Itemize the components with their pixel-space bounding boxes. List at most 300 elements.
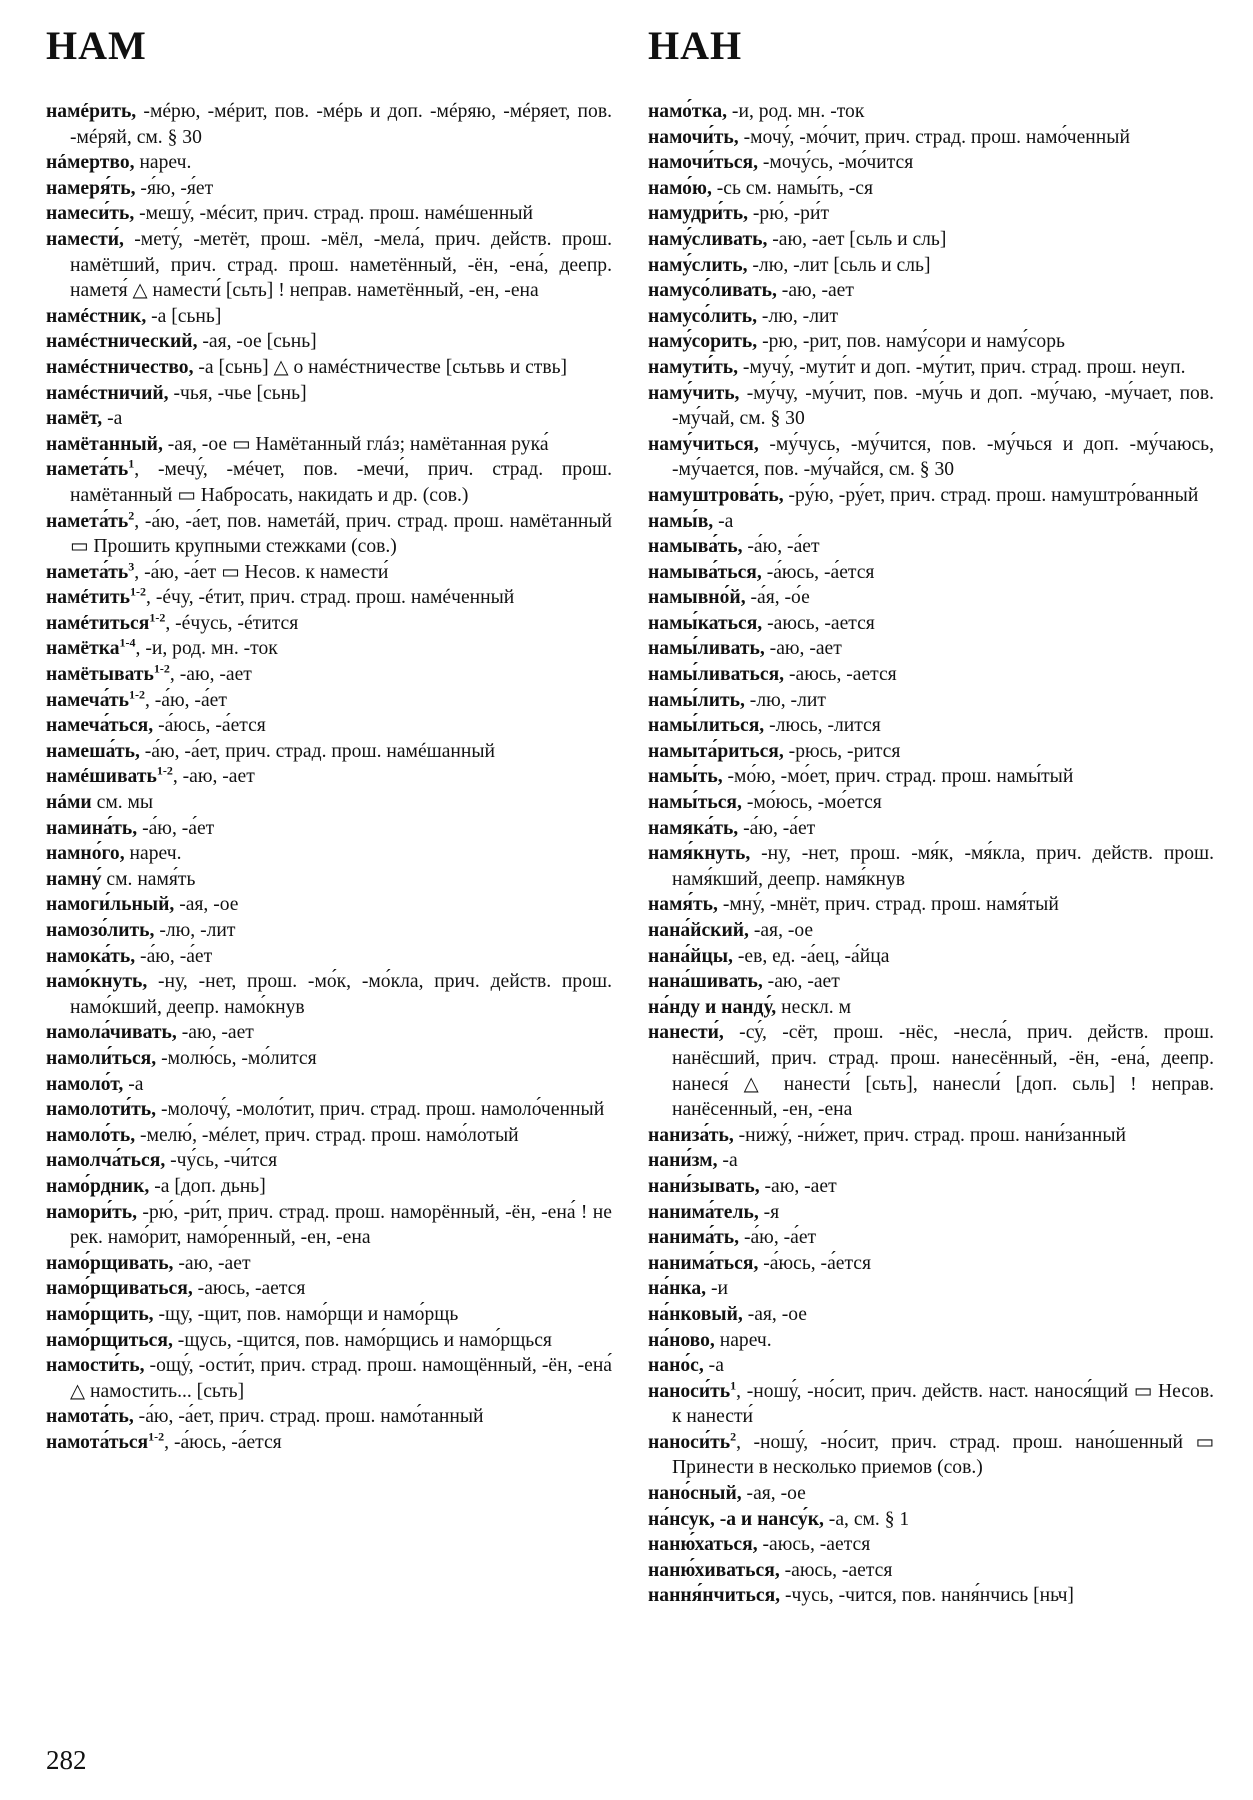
entry-headword: намеча́ться,	[46, 715, 154, 737]
entry-grammar: -мéрю, -мéрит, пов. -мéрь и доп. -мéряю, -мéряет, пов. -мéряй, см. § 30	[70, 101, 612, 148]
dictionary-entry	[46, 1020, 612, 1046]
dictionary-entry	[46, 918, 612, 944]
entry-headword: нано́сный,	[648, 1483, 742, 1505]
entry-headword: $намета́ть^2$	[46, 507, 135, 532]
dictionary-entry	[648, 125, 1214, 151]
dictionary-entry	[46, 1174, 612, 1200]
entry-headword: намоли́ться,	[46, 1047, 157, 1069]
entry-headword: намо́рдник,	[46, 1175, 150, 1197]
dictionary-entry	[648, 1148, 1214, 1174]
dictionary-entry	[648, 1507, 1214, 1533]
entry-grammar: нареч.	[714, 1329, 772, 1351]
entry-grammar: -а́ю, -а́ет, прич. страд. прош. намо́танный	[133, 1406, 484, 1428]
entry-grammar: -а́ю, -а́ет, прич. страд. прош. намéшанный	[139, 740, 496, 762]
entry-grammar: -ая, -ое	[174, 894, 239, 916]
entry-headword: намока́ть,	[46, 945, 136, 967]
entry-homonym-index: 1-2	[130, 584, 147, 599]
entry-headword: намо́рщить,	[46, 1303, 154, 1325]
entry-grammar: -аюсь, -ается	[779, 1559, 893, 1581]
entry-grammar: -су́, -сёт, прош. -нёс, -несла́, прич. действ. прош. нанёсший, прич. страд. прош. нанесённый, -ён, -ена́, деепр. нанеся́ △ нанести́ [сьть], нанесли́ [доп. сьль] ! неправ. нанёсенный, -ен, -ена	[672, 1022, 1214, 1121]
entry-grammar: -я	[758, 1201, 780, 1223]
entry-headword: намёт,	[46, 408, 103, 430]
entry-headword: $намеча́ть^{1-2}$	[46, 687, 145, 711]
dictionary-entry	[46, 1430, 612, 1456]
entry-headword: намути́ть,	[648, 356, 739, 378]
entry-headword: наму́сливать,	[648, 228, 768, 250]
entry-headword: намо́кнуть,	[46, 971, 148, 993]
entry-headword: намоло́т,	[46, 1073, 124, 1095]
entry-grammar: -сь см. намы́ть, -ся	[711, 177, 873, 199]
entry-grammar: -мо́ю, -мо́ет, прич. страд. прош. намы́тый	[722, 766, 1074, 788]
entry-grammar: -аюсь, -ается	[762, 612, 875, 634]
dictionary-entry	[648, 1583, 1214, 1609]
entry-grammar: -а	[713, 510, 734, 532]
dictionary-entry	[648, 1174, 1214, 1200]
entry-grammar: -аю, -ает	[759, 1175, 837, 1197]
dictionary-entry	[648, 201, 1214, 227]
entry-grammar: , -аю, -ает	[172, 766, 255, 788]
dictionary-entry	[648, 1353, 1214, 1379]
dictionary-entry	[46, 1276, 612, 1302]
entry-grammar: -а	[123, 1073, 144, 1095]
entry-homonym-index: 1	[730, 1378, 737, 1393]
entry-headword: намы́каться,	[648, 612, 763, 634]
dictionary-entry	[648, 432, 1214, 483]
dictionary-entry	[46, 227, 612, 304]
entry-grammar: -аю, -ает	[762, 971, 840, 993]
entry-headword: $наноси́ть^1$	[648, 1378, 737, 1402]
entry-grammar: , -ношу́, -но́сит, прич. действ. наст. нанося́щий ▭ Несов. к нанести́	[672, 1380, 1214, 1428]
entry-grammar: , -éчу, -éтит, прич. страд. прош. намéченный	[146, 587, 515, 609]
dictionary-entry	[648, 99, 1214, 125]
entry-grammar: -а	[717, 1150, 738, 1172]
entry-grammar: -аю, -ает [сьль и сль]	[767, 228, 947, 250]
dictionary-entry	[648, 1123, 1214, 1149]
entry-headword: нана́йцы,	[648, 945, 733, 967]
entry-headword: намётанный,	[46, 433, 163, 455]
entry-grammar: -нижу́, -ни́жет, прич. страд. прош. нани́занный	[733, 1124, 1126, 1146]
dictionary-entry	[648, 1379, 1214, 1430]
entry-headword: намя́ть,	[648, 894, 718, 916]
entry-headword: нана́шивать,	[648, 971, 763, 993]
entry-headword: намы́ть,	[648, 766, 723, 788]
entry-grammar: -а	[102, 408, 123, 430]
dictionary-entry	[648, 1481, 1214, 1507]
entry-grammar: -мучу́, -мути́т и доп. -му́тит, прич. страд. прош. неуп.	[738, 356, 1186, 378]
entry-headword: наму́слить,	[648, 254, 748, 276]
entry-headword: нанести́,	[648, 1022, 724, 1044]
entry-headword: намы́лить,	[648, 689, 745, 711]
entry-grammar: -ощу́, -ости́т, прич. страд. прош. намощённый, -ён, -ена́ △ намостить... [сьть]	[70, 1355, 612, 1402]
entry-grammar: , -мечу́, -мéчет, пов. -мечи́, прич. страд. прош. намётанный ▭ Набросать, накидать и др. (сов.)	[70, 459, 612, 506]
entry-headword: намéтиться$^{1-2}$	[46, 610, 166, 634]
dictionary-entry	[46, 636, 612, 662]
entry-headword: намусо́лить,	[648, 305, 758, 327]
dictionary-entry	[46, 176, 612, 202]
dictionary-entry	[46, 329, 612, 355]
entry-grammar: см. мы	[91, 792, 154, 814]
dictionary-entry	[648, 381, 1214, 432]
dictionary-entry	[46, 1072, 612, 1098]
entry-grammar: -рю́, -ри́т, прич. страд. прош. наморённый, -ён, -ена́ ! не рек. намо́рит, намо́ренный, -ен, -ена	[70, 1201, 612, 1249]
entry-grammar: -а́ю, -а́ет	[742, 536, 820, 558]
entry-grammar: -рюсь, -рится	[783, 740, 901, 762]
entry-grammar: , -а́ю, -а́ет	[144, 689, 227, 711]
entry-homonym-index: 1-2	[156, 763, 173, 778]
entry-grammar: -и	[706, 1278, 728, 1300]
entry-headword: намы́ливать,	[648, 638, 765, 660]
entry-homonym-index: 1-4	[119, 635, 136, 650]
entry-headword: намну́	[46, 868, 102, 890]
entry-headword: намéстник,	[46, 305, 147, 327]
entry-grammar: -ая, -ое [сьнь]	[197, 331, 317, 353]
entry-grammar: -аюсь, -ается	[784, 664, 897, 686]
dictionary-entry	[46, 713, 612, 739]
entry-grammar: -мочу́, -мо́чит, прич. страд. прош. намо́ченный	[738, 126, 1130, 148]
entry-headword: намéшивать$^{1-2}$	[46, 763, 173, 788]
entry-grammar: , -éчусь, -éтится	[165, 612, 299, 634]
entry-grammar: -я́ю, -я́ет	[135, 177, 214, 199]
entry-headword: намо́ю,	[648, 177, 712, 199]
dictionary-entry	[648, 1251, 1214, 1277]
dictionary-entry	[648, 1200, 1214, 1226]
entry-grammar: -ру́ю, -ру́ет, прич. страд. прош. намуштро́ванный	[783, 484, 1199, 506]
dictionary-entry	[648, 739, 1214, 765]
entry-grammar: , -ношу́, -но́сит, прич. страд. прош. нано́шенный ▭ Принести в несколько приемов (сов.)	[672, 1431, 1214, 1479]
dictionary-entry	[46, 816, 612, 842]
entry-grammar: , -а́юсь, -а́ется	[164, 1431, 282, 1453]
entry-grammar: см. намя́ть	[101, 868, 196, 890]
entry-grammar: -а	[703, 1355, 724, 1377]
entry-headword: на́нковый,	[648, 1303, 743, 1325]
entry-grammar: -му́чу, -му́чит, пов. -му́чь и доп. -му́чаю, -му́чает, пов. -му́чай, см. § 30	[672, 382, 1214, 430]
entry-headword: нани́зм,	[648, 1150, 718, 1172]
entry-headword: намола́чивать,	[46, 1022, 177, 1044]
entry-headword: намочи́ться,	[648, 152, 758, 174]
entry-headword: намолоти́ть,	[46, 1099, 157, 1121]
entry-grammar: -и, род. мн. -ток	[727, 101, 865, 122]
entry-grammar: -аю, -ает	[176, 1022, 254, 1044]
dictionary-entry	[46, 867, 612, 893]
entry-grammar: -а́юсь, -а́ется	[761, 561, 875, 583]
dictionary-entry	[46, 355, 612, 381]
dictionary-entry	[648, 253, 1214, 279]
entry-homonym-index: 1-2	[128, 687, 145, 702]
entry-grammar: -рю, -рит, пов. наму́сори и наму́сорь	[757, 331, 1065, 353]
dictionary-entry	[648, 1020, 1214, 1122]
entry-headword: на́нсук, -а и нансу́к,	[648, 1508, 824, 1530]
dictionary-entry	[648, 304, 1214, 330]
entry-headword: $наноси́ть^2$	[648, 1429, 737, 1453]
dictionary-entry	[648, 1302, 1214, 1328]
entry-grammar: -щу, -щит, пов. намо́рщи и намо́рщь	[153, 1303, 459, 1325]
dictionary-entry	[648, 944, 1214, 970]
entry-homonym-index: 1	[128, 456, 135, 471]
dictionary-entry	[648, 483, 1214, 509]
dictionary-entry	[46, 1251, 612, 1277]
entry-grammar: -а [сьнь]	[146, 305, 222, 327]
entry-headword: намо́тка,	[648, 101, 728, 122]
entry-grammar: -ая, -ое ▭ Намётанный глáз; намётанная рука́	[162, 433, 549, 455]
entry-headword: намоги́льный,	[46, 894, 175, 916]
entry-headword: нáми	[46, 792, 92, 814]
entry-grammar: нареч.	[124, 843, 182, 865]
entry-headword: намо́рщиться,	[46, 1329, 173, 1351]
entry-grammar: -аюсь, -ается	[757, 1534, 871, 1556]
dictionary-entry	[46, 1353, 612, 1404]
entry-grammar: -ая, -ое	[741, 1483, 806, 1505]
entry-grammar: -щусь, -щится, пов. намо́рщись и намо́рщься	[172, 1329, 552, 1351]
entry-headword: наню́хаться,	[648, 1534, 758, 1556]
entry-homonym-index: 2	[730, 1429, 737, 1444]
entry-headword: наму́читься,	[648, 433, 759, 455]
entry-grammar: -ая, -ое	[748, 920, 814, 941]
entry-headword: наму́чить,	[648, 382, 740, 404]
entry-headword: намота́ться$^{1-2}$	[46, 1429, 165, 1453]
dictionary-entry	[46, 381, 612, 407]
dictionary-entry	[648, 713, 1214, 739]
entry-headword: намётка$^{1-4}$	[46, 635, 136, 660]
dictionary-entry	[648, 329, 1214, 355]
entry-headword: на́нка,	[648, 1278, 707, 1300]
entry-grammar: -чу́сь, -чи́тся	[165, 1150, 278, 1172]
entry-grammar: -аю, -ает	[776, 280, 854, 302]
entry-headword: намозо́лить,	[46, 920, 155, 941]
dictionary-entry	[648, 969, 1214, 995]
dictionary-entry	[46, 790, 612, 816]
running-head-right: НАН	[648, 23, 743, 68]
entry-grammar: -ая, -ое	[742, 1303, 807, 1325]
dictionary-entry	[46, 1123, 612, 1149]
entry-grammar: -ну, -нет, прош. -мя́к, -мя́кла, прич. действ. прош. намя́кший, деепр. намя́кнув	[672, 843, 1214, 890]
dictionary-entry	[46, 764, 612, 790]
entry-grammar: , -аю, -ает	[169, 664, 252, 686]
entry-grammar: -а́юсь, -а́ется	[758, 1252, 871, 1274]
entry-headword: намяка́ть,	[648, 817, 739, 839]
dictionary-entry	[648, 636, 1214, 662]
entry-grammar: -мешу́, -мéсит, прич. страд. прош. намéшенный	[134, 203, 534, 225]
dictionary-entry	[648, 1276, 1214, 1302]
dictionary-entry	[648, 585, 1214, 611]
entry-grammar: -а́юсь, -а́ется	[153, 715, 266, 737]
entry-headword: намо́рщивать,	[46, 1252, 174, 1274]
dictionary-entry	[648, 176, 1214, 202]
entry-headword: нани́зывать,	[648, 1175, 760, 1197]
entry-headword: наниза́ть,	[648, 1124, 734, 1146]
dictionary-entry	[46, 662, 612, 688]
entry-homonym-index: 1-2	[153, 661, 170, 676]
dictionary-entry	[648, 611, 1214, 637]
entry-headword: намéрить,	[46, 101, 137, 122]
entry-headword: нáмертво,	[46, 152, 135, 174]
dictionary-entry	[46, 150, 612, 176]
entry-headword: нанима́ть,	[648, 1227, 740, 1249]
entry-headword: намости́ть,	[46, 1355, 145, 1377]
entry-headword: намы́ться,	[648, 792, 742, 814]
entry-headword: намеша́ть,	[46, 740, 140, 762]
dictionary-entry	[648, 790, 1214, 816]
dictionary-entry	[648, 227, 1214, 253]
right-column	[648, 99, 1214, 1609]
dictionary-entry	[648, 1225, 1214, 1251]
entry-homonym-index: 3	[128, 559, 135, 574]
dictionary-entry	[648, 662, 1214, 688]
entry-grammar: -лю, -лит [сьль и сль]	[747, 254, 931, 276]
dictionary-entry	[648, 1430, 1214, 1481]
entry-headword: $намета́ть^1$	[46, 456, 135, 481]
entry-headword: намéтить$^{1-2}$	[46, 584, 147, 609]
entry-grammar: -молочу́, -моло́тит, прич. страд. прош. намоло́ченный	[156, 1099, 605, 1121]
dictionary-entry	[648, 892, 1214, 918]
entry-headword: намы́литься,	[648, 715, 765, 737]
dictionary-entry	[46, 201, 612, 227]
entry-headword: намно́го,	[46, 843, 125, 865]
entry-grammar: , -а́ю, -а́ет ▭ Несов. к намести́	[134, 561, 389, 583]
entry-homonym-index: 1-2	[148, 1429, 165, 1444]
left-column	[46, 99, 612, 1455]
dictionary-entry	[46, 841, 612, 867]
entry-headword: нання́нчиться,	[648, 1585, 781, 1607]
entry-grammar: -мелю́, -мéлет, прич. страд. прош. намо́лотый	[135, 1124, 519, 1146]
dictionary-entry	[46, 432, 612, 458]
entry-grammar: -лю, -лит	[154, 920, 236, 941]
dictionary-entry	[648, 150, 1214, 176]
entry-grammar: , -а́ю, -а́ет, пов. наметáй, прич. страд. прош. намётанный ▭ Прошить крупными стежками (сов.)	[70, 510, 612, 558]
dictionary-entry	[46, 1328, 612, 1354]
entry-grammar: -мочу́сь, -мо́чится	[758, 152, 914, 174]
entry-grammar: -аю, -ает	[764, 638, 842, 660]
dictionary-entry	[648, 534, 1214, 560]
entry-headword: намы́в,	[648, 510, 714, 532]
dictionary-entry	[46, 304, 612, 330]
dictionary-entry	[46, 1148, 612, 1174]
running-head-left: НАМ	[46, 23, 147, 68]
entry-grammar: -чья, -чье [сьнь]	[168, 382, 307, 404]
entry-grammar: -а́ю, -а́ет	[739, 1227, 817, 1249]
dictionary-entry	[46, 406, 612, 432]
entry-grammar: -а [доп. дьнь]	[149, 1175, 266, 1197]
dictionary-entry	[648, 918, 1214, 944]
entry-grammar: -му́чусь, -му́чится, пов. -му́чься и доп. -му́чаюсь, -му́чается, пов. -му́чайся, см. § 30	[672, 433, 1214, 481]
entry-headword: $намета́ть^3$	[46, 559, 135, 583]
dictionary-entry	[648, 816, 1214, 842]
entry-headword: нана́йский,	[648, 920, 749, 941]
dictionary-entry	[648, 278, 1214, 304]
entry-headword: нанима́ться,	[648, 1252, 759, 1274]
dictionary-entry	[46, 611, 612, 637]
dictionary-entry	[46, 1200, 612, 1251]
entry-headword: намочи́ть,	[648, 126, 739, 148]
dictionary-entry	[648, 995, 1214, 1021]
entry-homonym-index: 2	[128, 507, 135, 522]
entry-grammar: -а, см. § 1	[823, 1508, 910, 1530]
entry-headword: намина́ть,	[46, 817, 138, 839]
dictionary-entry	[648, 688, 1214, 714]
entry-headword: намя́кнуть,	[648, 843, 751, 865]
entry-grammar: нареч.	[134, 152, 192, 174]
entry-headword: намудри́ть,	[648, 203, 748, 225]
dictionary-entry	[648, 355, 1214, 381]
entry-headword: нано́с,	[648, 1355, 704, 1377]
page-number: 282	[46, 1745, 87, 1775]
dictionary-entry	[46, 1046, 612, 1072]
entry-headword: намéстничество,	[46, 356, 194, 378]
entry-grammar: -мо́юсь, -мо́ется	[741, 792, 882, 814]
entry-headword: намо́рщиваться,	[46, 1278, 193, 1300]
entry-headword: намéстничий,	[46, 382, 169, 404]
entry-grammar: нескл. м	[776, 996, 851, 1018]
entry-homonym-index: 1-2	[149, 610, 166, 625]
entry-headword: намеря́ть,	[46, 177, 136, 199]
dictionary-entry	[46, 560, 612, 586]
entry-headword: намота́ть,	[46, 1406, 134, 1428]
entry-headword: намётывать$^{1-2}$	[46, 661, 170, 686]
entry-grammar: -чусь, -чится, пов. наня́нчись [ньч]	[780, 1585, 1074, 1607]
dictionary-entry	[46, 457, 612, 508]
dictionary-entry	[46, 969, 612, 1020]
entry-headword: намыва́ть,	[648, 536, 743, 558]
entry-grammar: -люсь, -лится	[764, 715, 881, 737]
entry-headword: намести́,	[46, 228, 124, 250]
dictionary-entry	[648, 560, 1214, 586]
dictionary-entry	[648, 841, 1214, 892]
entry-headword: намоло́ть,	[46, 1124, 136, 1146]
dictionary-entry	[46, 944, 612, 970]
entry-grammar: -аюсь, -ается	[192, 1278, 306, 1300]
entry-headword: намéстнический,	[46, 331, 198, 353]
entry-headword: намолча́ться,	[46, 1150, 166, 1172]
entry-grammar: -лю, -лит	[744, 689, 826, 711]
entry-grammar: -а́ю, -а́ет	[137, 817, 215, 839]
entry-grammar: -ев, ед. -а́ец, -а́йца	[732, 945, 890, 967]
dictionary-entry	[648, 1328, 1214, 1354]
entry-headword: намыта́риться,	[648, 740, 784, 762]
dictionary-entry	[46, 892, 612, 918]
entry-headword: наму́сорить,	[648, 331, 758, 353]
dictionary-entry	[648, 1532, 1214, 1558]
dictionary-entry	[46, 585, 612, 611]
entry-grammar: -а́я, -о́е	[745, 587, 810, 609]
entry-headword: намеси́ть,	[46, 203, 135, 225]
entry-headword: намори́ть,	[46, 1201, 138, 1223]
entry-grammar: -а́ю, -а́ет	[738, 817, 816, 839]
entry-grammar: -аю, -ает	[173, 1252, 251, 1274]
entry-headword: намывно́й,	[648, 587, 746, 609]
entry-headword: намыва́ться,	[648, 561, 762, 583]
entry-grammar: -молю́сь, -мо́лится	[156, 1047, 317, 1069]
entry-headword: на́ново,	[648, 1329, 715, 1351]
entry-headword: намуштрова́ть,	[648, 484, 784, 506]
entry-grammar: -а́ю, -а́ет	[135, 945, 213, 967]
dictionary-entry	[46, 99, 612, 150]
entry-grammar: , -и, род. мн. -ток	[135, 638, 278, 660]
entry-headword: намы́ливаться,	[648, 664, 785, 686]
dictionary-entry	[46, 739, 612, 765]
entry-grammar: -ну, -нет, прош. -мо́к, -мо́кла, прич. действ. прош. намо́кший, деепр. намо́кнув	[70, 971, 612, 1018]
dictionary-entry	[46, 688, 612, 714]
entry-headword: наню́хиваться,	[648, 1559, 780, 1581]
entry-grammar: -рю́, -ри́т	[747, 203, 830, 225]
dictionary-entry	[648, 764, 1214, 790]
dictionary-entry	[46, 1097, 612, 1123]
entry-grammar: -лю, -лит	[757, 305, 839, 327]
entry-headword: нанима́тель,	[648, 1201, 759, 1223]
entry-grammar: -мну́, -мнёт, прич. страд. прош. намя́тый	[717, 894, 1059, 916]
entry-grammar: -мету́, -метёт, прош. -мёл, -мела́, прич. действ. прош. намётший, прич. страд. прош. наметённый, -ён, -ена́, деепр. наметя́ △ намести́ [сьть] ! неправ. наметённый, -ен, -ена	[70, 228, 612, 302]
entry-headword: на́нду и нанду́,	[648, 996, 777, 1018]
entry-headword: намусо́ливать,	[648, 280, 777, 302]
dictionary-entry	[46, 1302, 612, 1328]
